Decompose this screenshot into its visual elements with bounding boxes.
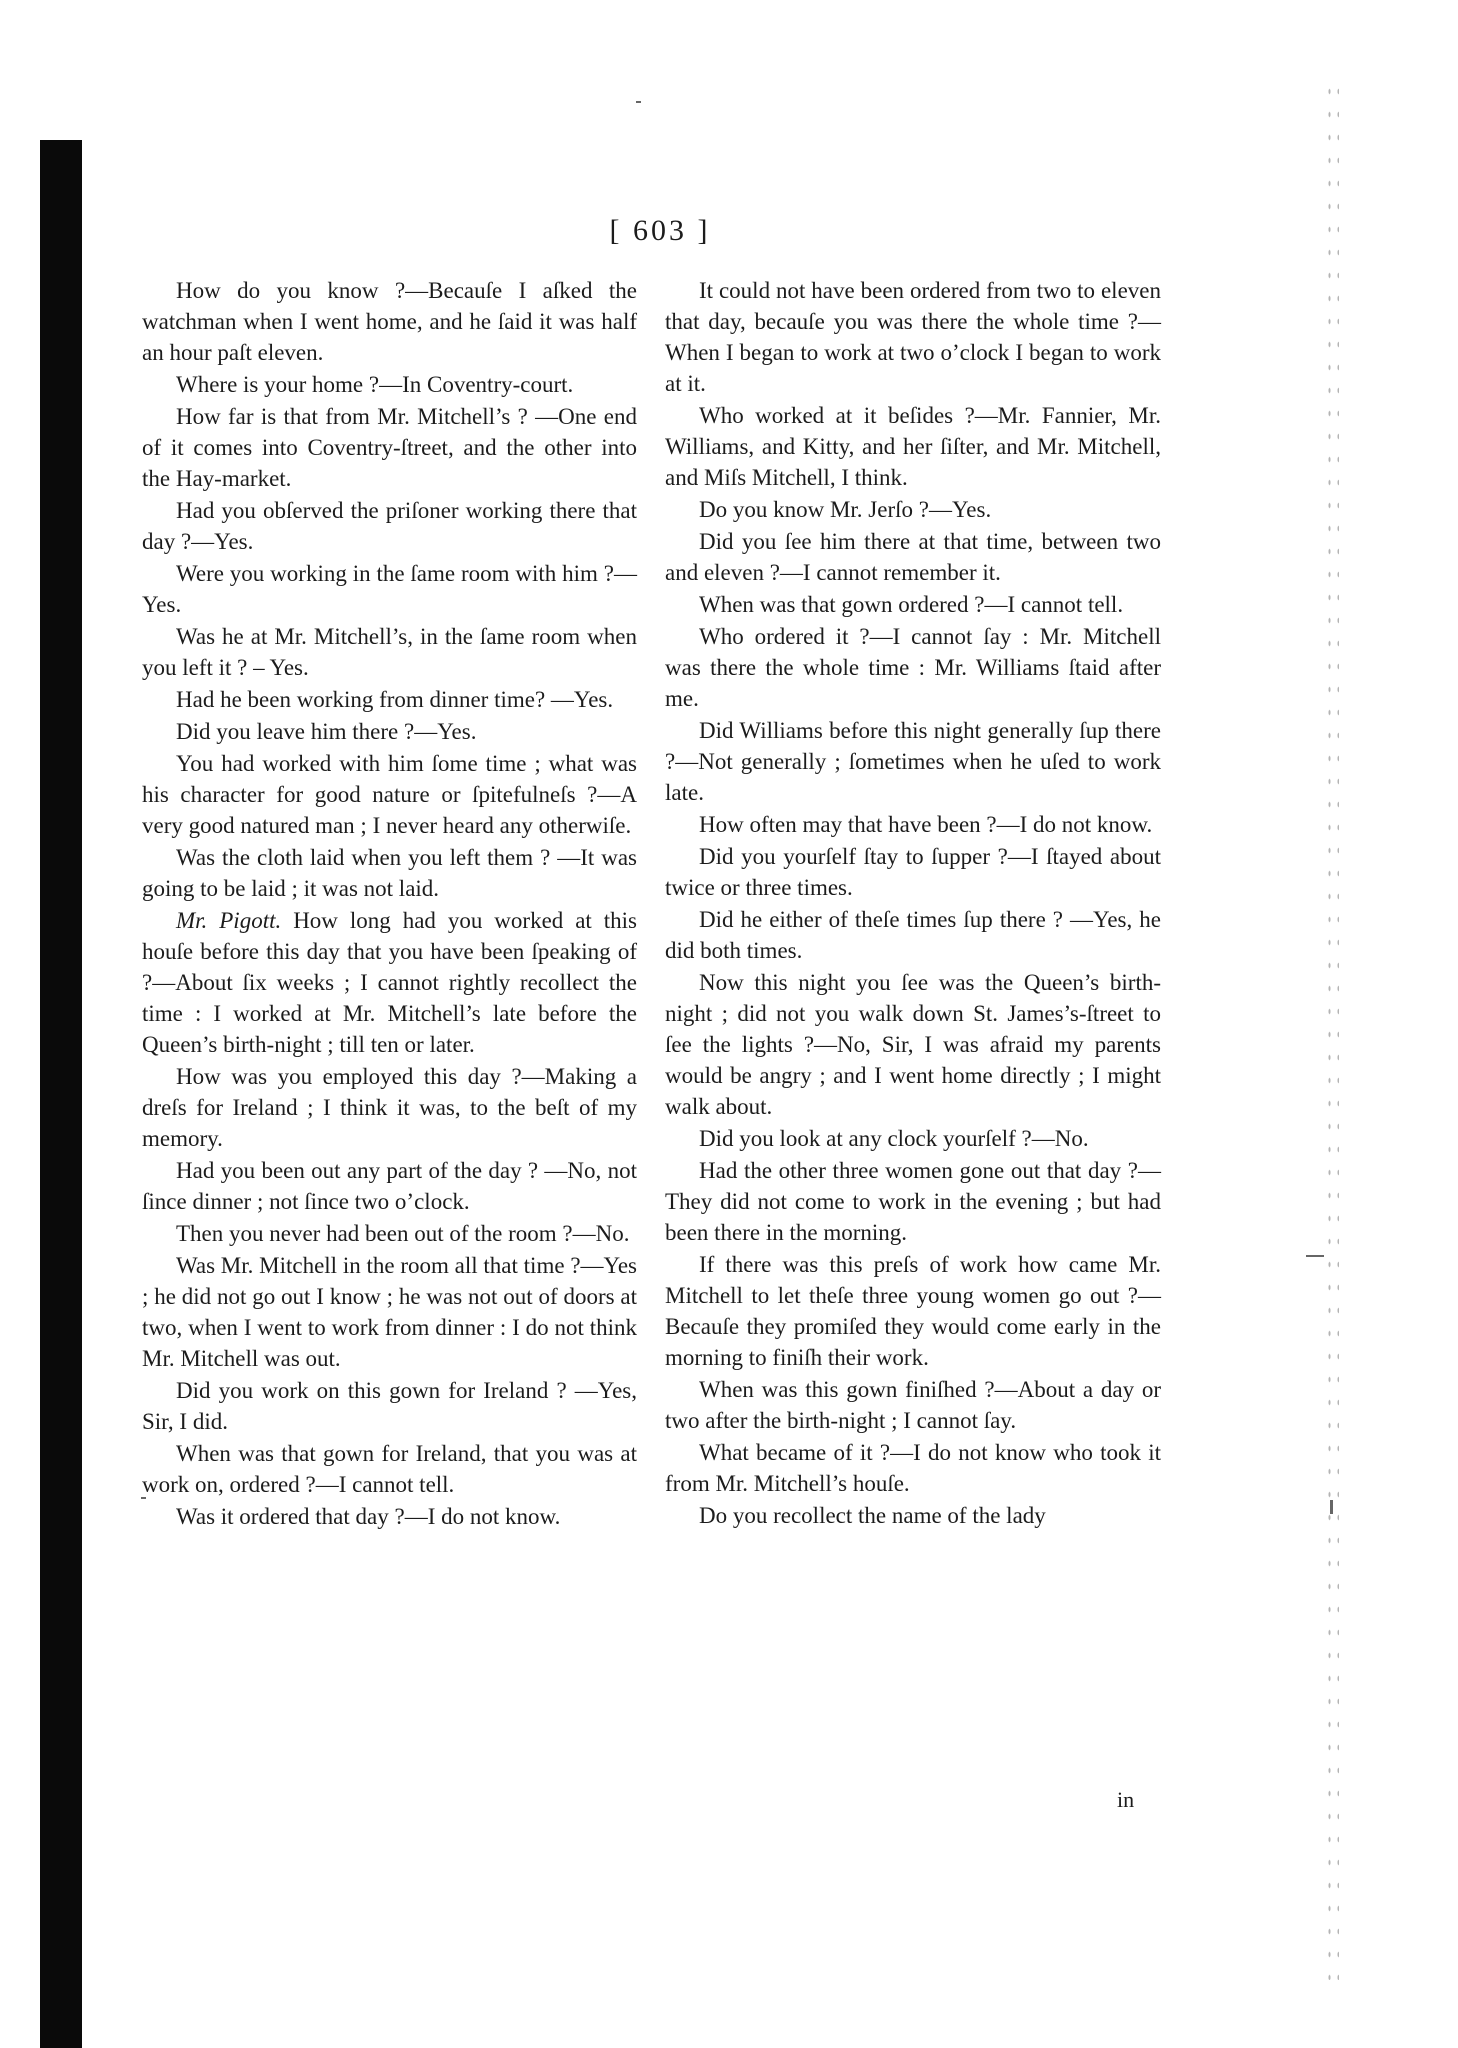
paragraph — [142, 401, 637, 494]
paragraph — [665, 400, 1161, 493]
paragraph — [142, 1501, 637, 1532]
paragraph — [665, 1249, 1161, 1373]
paragraph-text: If there was this preſs of work how came Mr. Mitchell to let theſe three young women go out ?—Becauſe they promiſed they would come early in the morning to finiſh their work. — [665, 1252, 1161, 1370]
paragraph — [142, 1438, 637, 1500]
paragraph — [665, 1123, 1161, 1154]
paragraph — [665, 275, 1161, 399]
paragraph-text: Had you been out any part of the day ? —No, not ſince dinner ; not ſince two o’clock. — [142, 1158, 637, 1214]
paragraph — [142, 1218, 637, 1249]
paragraph — [665, 809, 1161, 840]
paragraph-text: How do you know ?—Becauſe I aſked the watchman when I went home, and he ſaid it was half an hour paſt eleven. — [142, 278, 637, 365]
paragraph-text: Was the cloth laid when you left them ? —It was going to be laid ; it was not laid. — [142, 845, 637, 901]
paragraph — [665, 1374, 1161, 1436]
paragraph — [142, 621, 637, 683]
paragraph — [142, 495, 637, 557]
paragraph — [142, 558, 637, 620]
paragraph-text: Was Mr. Mitchell in the room all that time ?—Yes ; he did not go out I know ; he was not out of doors at two, when I went to work from dinner : I do not think Mr. Mitchell was out. — [142, 1253, 637, 1371]
paragraph-text: Then you never had been out of the room ?—No. — [176, 1221, 630, 1246]
paragraph-text: When was this gown finiſhed ?—About a day or two after the birth-night ; I cannot ſay. — [665, 1377, 1161, 1433]
paragraph — [142, 716, 637, 747]
paragraph — [665, 589, 1161, 620]
left-column — [142, 275, 637, 1533]
paragraph-text: Had you obſerved the priſoner working there that day ?—Yes. — [142, 498, 637, 554]
paragraph-text: Did you yourſelf ſtay to ſupper ?—I ſtayed about twice or three times. — [665, 844, 1161, 900]
page-number: [ 603 ] — [609, 214, 711, 247]
paragraph — [142, 1250, 637, 1374]
paragraph — [665, 967, 1161, 1122]
paragraph-text: Did you look at any clock yourſelf ?—No. — [699, 1126, 1089, 1151]
paragraph — [665, 1437, 1161, 1499]
binding-shadow — [40, 140, 82, 2048]
paragraph-text: It could not have been ordered from two to eleven that day, becauſe you was there the whole time ?—When I began to work at two o’clock I began to work at it. — [665, 278, 1161, 396]
paragraph-text: What became of it ?—I do not know who took it from Mr. Mitchell’s houſe. — [665, 1440, 1161, 1496]
paragraph — [665, 494, 1161, 525]
paragraph-text: Had the other three women gone out that day ?—They did not come to work in the evening ; but had been there in the morning. — [665, 1158, 1161, 1245]
paragraph-text: Did you work on this gown for Ireland ? —Yes, Sir, I did. — [142, 1378, 637, 1434]
page-edge-speckle — [1325, 80, 1339, 1980]
paragraph-text: How long had you worked at this houſe before this day that you have been ſpeaking of ?—About ſix weeks ; I cannot rightly recollect the time : I worked at Mr. Mitchell’s late before the Queen’s birth-night ; till ten or later. — [142, 908, 637, 1057]
paragraph — [665, 1155, 1161, 1248]
paragraph — [142, 275, 637, 368]
margin-mark — [1306, 1255, 1324, 1257]
paragraph — [665, 1500, 1161, 1531]
paragraph — [142, 1375, 637, 1437]
paragraph-text: Do you know Mr. Jerſo ?—Yes. — [699, 497, 992, 522]
paragraph — [142, 369, 637, 400]
paragraph-text: Had he been working from dinner time? —Yes. — [176, 687, 614, 712]
paragraph-text: Did he either of theſe times ſup there ? —Yes, he did both times. — [665, 907, 1161, 963]
paragraph — [665, 841, 1161, 903]
paragraph-text: Was it ordered that day ?—I do not know. — [176, 1504, 561, 1529]
paragraph-text: Where is your home ?—In Coventry-court. — [176, 372, 574, 397]
paragraph-text: You had worked with him ſome time ; what was his character for good nature or ſpitefulneſs ?—A very good natured man ; I never heard any otherwiſe. — [142, 751, 637, 838]
paragraph-text: How far is that from Mr. Mitchell’s ? —One end of it comes into Coventry-ſtreet, and the other into the Hay-market. — [142, 404, 637, 491]
paragraph — [142, 905, 637, 1060]
paragraph-text: Do you recollect the name of the lady — [699, 1503, 1046, 1528]
paragraph-text: Now this night you ſee was the Queen’s birth-night ; did not you walk down St. James’s-ſtreet to ſee the lights ?—No, Sir, I was afraid my parents would be angry ; and I went home directly ; I might walk about. — [665, 970, 1161, 1119]
paragraph — [142, 1061, 637, 1154]
right-column — [665, 275, 1161, 1532]
paragraph — [142, 1155, 637, 1217]
paragraph-text: When was that gown for Ireland, that you was at work on, ordered ?—I cannot tell. — [142, 1441, 637, 1497]
paragraph — [142, 842, 637, 904]
paragraph-text: Was he at Mr. Mitchell’s, in the ſame room when you left it ? – Yes. — [142, 624, 637, 680]
paragraph-text: Did you leave him there ?—Yes. — [176, 719, 477, 744]
paragraph-text: When was that gown ordered ?—I cannot tell. — [699, 592, 1124, 617]
paragraph-text: Did Williams before this night generally ſup there ?—Not generally ; ſometimes when he uſed to work late. — [665, 718, 1161, 805]
paragraph — [142, 748, 637, 841]
paragraph-text: How was you employed this day ?—Making a dreſs for Ireland ; I think it was, to the beſt of my memory. — [142, 1064, 637, 1151]
margin-mark — [1330, 1500, 1333, 1514]
speaker-name: Mr. Pigott. — [176, 908, 282, 933]
paragraph — [142, 684, 637, 715]
paragraph-text: Did you ſee him there at that time, between two and eleven ?—I cannot remember it. — [665, 529, 1161, 585]
paragraph — [665, 526, 1161, 588]
paragraph — [665, 904, 1161, 966]
paragraph-text: Were you working in the ſame room with him ?—Yes. — [142, 561, 637, 617]
paragraph — [665, 715, 1161, 808]
paragraph-text: Who worked at it beſides ?—Mr. Fannier, Mr. Williams, and Kitty, and her ſiſter, and Mr. Mitchell, and Miſs Mitchell, I think. — [665, 403, 1161, 490]
paragraph — [665, 621, 1161, 714]
paragraph-text: Who ordered it ?—I cannot ſay : Mr. Mitchell was there the whole time : Mr. Williams ſtaid after me. — [665, 624, 1161, 711]
margin-mark — [636, 101, 641, 103]
catchword: in — [1117, 1787, 1135, 1812]
paragraph-text: How often may that have been ?—I do not know. — [699, 812, 1153, 837]
